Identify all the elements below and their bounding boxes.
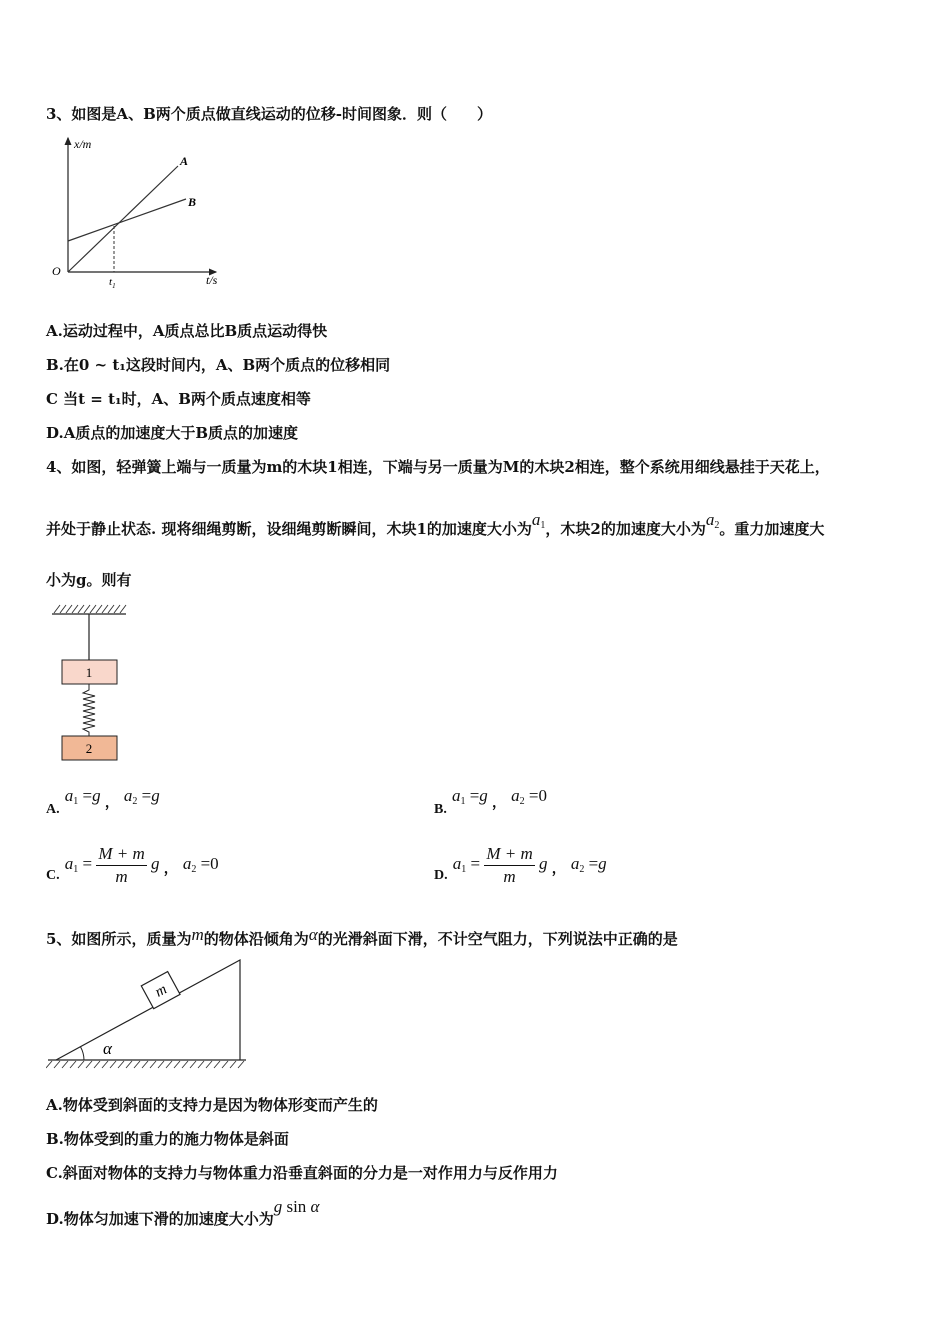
- q4-option-c-formula: $a_1$ = $\frac{M + m}{m}$ g: [64, 844, 160, 886]
- ground-hatch: [46, 1061, 244, 1068]
- question-4-stem-line2: 并处于静止状态. 现将细绳剪断，设细绳剪断瞬间，木块1的加速度大小为$a_1$，木块2的加速度大小为$a_2$。重力加速度大: [46, 510, 825, 538]
- question-4-stem-line3: 小为g。则有: [46, 571, 132, 589]
- y-axis-label: x/m: [74, 137, 92, 151]
- line-b: [68, 199, 186, 241]
- q4-option-d-formula: $a_1$ = $\frac{M + m}{m}$ g: [452, 844, 548, 886]
- q4-option-a[interactable]: A. $a_1 =g$ ， $a_2 =g$: [46, 786, 160, 817]
- q4-option-d[interactable]: D. $a_1$ = $\frac{M + m}{m}$ g ， $a_2 =g$: [434, 844, 607, 886]
- line-a: [68, 166, 178, 272]
- origin-label: O: [52, 264, 61, 278]
- q4-option-a-formula: $a_1 =g$: [64, 786, 101, 807]
- a1-symbol: $a_1$: [531, 510, 546, 531]
- q5-option-d[interactable]: D.物体匀加速下滑的加速度大小为g sin α: [46, 1197, 320, 1228]
- block-1-label: 1: [85, 665, 93, 680]
- q4-option-b-formula: $a_1 =g$: [451, 786, 488, 807]
- sliding-block: [141, 972, 180, 1009]
- t1-tick-label: $t_1$: [109, 276, 116, 290]
- line-b-label: B: [188, 195, 197, 209]
- q3-option-a[interactable]: A.运动过程中，A质点总比B质点运动得快: [46, 322, 328, 340]
- a2-symbol: $a_2$: [705, 510, 720, 531]
- ceiling-hatch: [54, 605, 126, 613]
- q3-option-c[interactable]: C 当t = t₁时，A、B两个质点速度相等: [46, 390, 311, 408]
- question-3-stem: 3、如图是A、B两个质点做直线运动的位移-时间图象．则（ ）: [46, 105, 492, 123]
- incline: [56, 960, 240, 1060]
- block-2-label: 2: [85, 741, 93, 756]
- q5-option-b[interactable]: B.物体受到的重力的施力物体是斜面: [46, 1130, 289, 1148]
- spring: [83, 684, 95, 736]
- question-5-incline-figure: [46, 952, 250, 1074]
- question-3-xt-graph: [44, 132, 244, 292]
- sliding-block-label: m: [152, 981, 170, 1001]
- q4-option-c[interactable]: C. $a_1$ = $\frac{M + m}{m}$ g ， $a_2 =0$: [46, 844, 219, 886]
- q5-option-c[interactable]: C.斜面对物体的支持力与物体重力沿垂直斜面的分力是一对作用力与反作用力: [46, 1164, 558, 1182]
- question-5-stem: 5、如图所示，质量为m的物体沿倾角为α的光滑斜面下滑，不计空气阻力，下列说法中正确的是: [46, 925, 678, 948]
- angle-arc: [81, 1047, 84, 1060]
- line-a-label: A: [180, 154, 189, 168]
- angle-label: α: [103, 1039, 112, 1058]
- q5-option-a[interactable]: A.物体受到斜面的支持力是因为物体形变而产生的: [46, 1096, 378, 1114]
- x-axis-label: t/s: [206, 273, 218, 287]
- q3-option-d[interactable]: D.A质点的加速度大于B质点的加速度: [46, 424, 299, 442]
- q4-option-b[interactable]: B. $a_1 =g$ ， $a_2 =0$: [434, 786, 547, 817]
- gsin-alpha-formula: g sin α: [273, 1197, 320, 1216]
- question-4-stem-line1: 4、如图，轻弹簧上端与一质量为m的木块1相连，下端与另一质量为M的木块2相连，整个系统用细线悬挂于天花上，: [46, 458, 830, 476]
- question-4-spring-figure: [46, 600, 136, 766]
- q3-option-b[interactable]: B.在0 ~ t₁这段时间内，A、B两个质点的位移相同: [46, 356, 391, 374]
